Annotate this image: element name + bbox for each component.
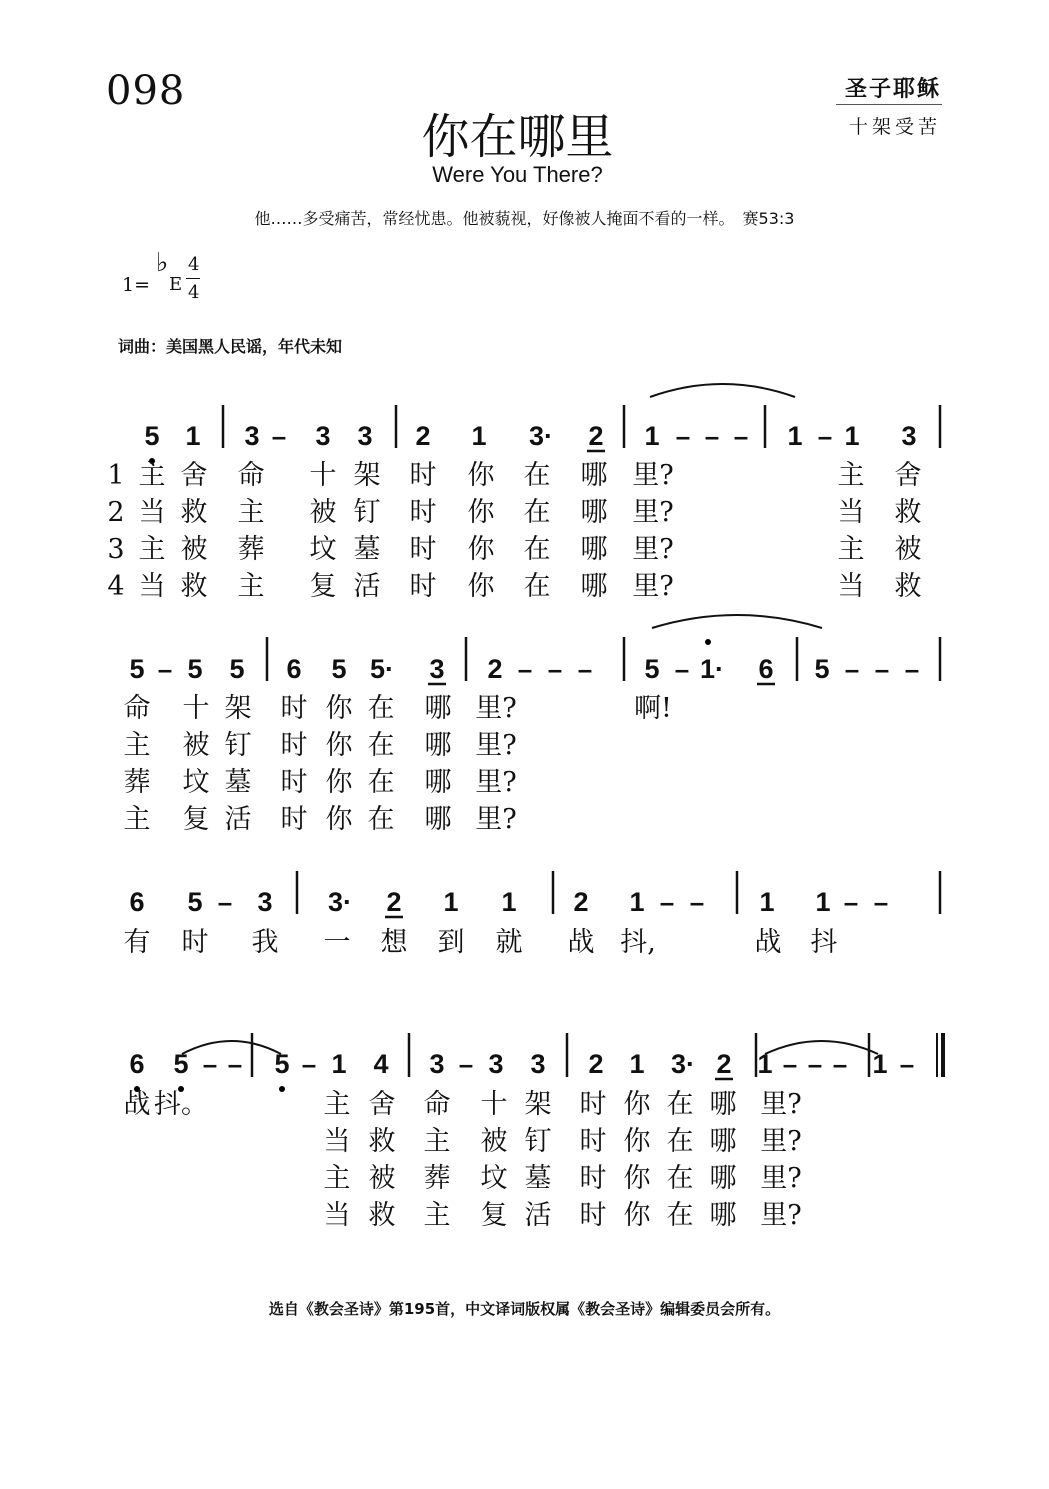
copyright-footer: 选自《教会圣诗》第195首，中文译词版权属《教会圣诗》编辑委员会所有。 <box>268 1300 781 1318</box>
lyric-syllable: 主 <box>237 497 265 528</box>
lyric-syllable: 葬 <box>123 767 151 798</box>
hymn-number: 098 <box>106 68 186 114</box>
lyric-syllable: 墓 <box>353 534 381 565</box>
time-signature-top: 4 <box>188 254 200 275</box>
lyric-syllable: 被 <box>182 730 210 761</box>
lyric-syllable: 有 <box>123 927 151 958</box>
note: 1 <box>629 887 645 917</box>
hymn-title: 你在哪里 <box>421 109 614 165</box>
category-main: 圣子耶稣 <box>844 76 941 102</box>
lyric-syllable: 复 <box>480 1200 508 1231</box>
note: 3 <box>488 1049 504 1079</box>
note-dash: – <box>899 1049 915 1079</box>
lyric-syllable: 坟 <box>480 1163 508 1194</box>
note: 2 <box>386 887 402 917</box>
note: 6 <box>758 654 774 684</box>
note: 1 <box>759 887 775 917</box>
lyric-syllable: 时 <box>579 1089 607 1120</box>
lyric-syllable: 活 <box>224 804 252 835</box>
lyric-syllable: 主 <box>323 1163 351 1194</box>
note-dash: – <box>904 654 920 684</box>
lyric-syllable: 主 <box>138 534 166 565</box>
note-dash: – <box>659 887 675 917</box>
lyric-syllable: 主 <box>323 1089 351 1120</box>
lyric-syllable: 里? <box>632 460 674 491</box>
lyric-syllable: 时 <box>280 730 308 761</box>
note: 5 <box>187 887 203 917</box>
note: 3 <box>530 1049 546 1079</box>
note: 4 <box>373 1049 389 1079</box>
lyric-syllable: 钉 <box>353 497 381 528</box>
verse-number: 4 <box>107 571 125 602</box>
lyric-syllable: 在 <box>367 767 395 798</box>
lyric-syllable: 战 <box>754 927 782 958</box>
lyric-syllable: 在 <box>523 460 551 491</box>
lyric-syllable: 哪 <box>580 497 608 528</box>
lyric-syllable: 哪 <box>580 460 608 491</box>
note-dash: – <box>674 654 690 684</box>
lower-octave-dot <box>279 1086 285 1092</box>
lyric-syllable: 时 <box>409 534 437 565</box>
lyric-syllable: 当 <box>323 1126 351 1157</box>
lyric-syllable: 到 <box>437 927 465 958</box>
lyric-syllable: 里? <box>475 804 517 835</box>
lyric-syllable: 哪 <box>709 1163 737 1194</box>
note: 1 <box>815 887 831 917</box>
note: 1 <box>331 1049 347 1079</box>
note: 3 <box>901 421 917 451</box>
lyric-syllable: 时 <box>409 497 437 528</box>
lyric-syllable: 当 <box>837 571 865 602</box>
note: 5 <box>814 654 830 684</box>
lyric-syllable: 里? <box>632 534 674 565</box>
lyric-syllable: 时 <box>181 927 209 958</box>
upper-octave-dot <box>705 639 711 645</box>
note: 1 <box>501 887 517 917</box>
lyric-syllable: 复 <box>182 804 210 835</box>
lyric-syllable: 抖。 <box>154 1089 208 1120</box>
note: 1 <box>629 1049 645 1079</box>
note-dash: – <box>843 887 859 917</box>
note-dash: – <box>577 654 593 684</box>
note: 5 <box>144 421 160 451</box>
lyric-syllable: 当 <box>323 1200 351 1231</box>
lyric-syllable: 你 <box>325 693 353 724</box>
lyric-syllable: 在 <box>523 571 551 602</box>
lyric-syllable: 你 <box>623 1163 651 1194</box>
note: 1 <box>443 887 459 917</box>
lyric-syllable: 时 <box>579 1163 607 1194</box>
lyric-syllable: 时 <box>579 1126 607 1157</box>
lyric-syllable: 时 <box>280 767 308 798</box>
lyric-syllable: 复 <box>309 571 337 602</box>
note-dash: – <box>873 887 889 917</box>
lyric-syllable: 主 <box>837 534 865 565</box>
lyric-syllable: 当 <box>138 571 166 602</box>
lyric-syllable: 你 <box>467 534 495 565</box>
note: 3 <box>357 421 373 451</box>
note: 1 <box>471 421 487 451</box>
note-dash: – <box>832 1049 848 1079</box>
note-dash: – <box>547 654 563 684</box>
note-dash: – <box>704 421 720 451</box>
note: 5 <box>173 1049 189 1079</box>
lyric-syllable: 舍 <box>894 460 922 491</box>
lyric-syllable: 命 <box>423 1089 451 1120</box>
verse-number: 1 <box>107 460 125 491</box>
lyric-syllable: 钉 <box>224 730 252 761</box>
lyric-syllable: 十 <box>480 1089 508 1120</box>
lyric-syllable: 里? <box>632 497 674 528</box>
verse-number: 2 <box>107 497 125 528</box>
lyric-syllable: 墓 <box>224 767 252 798</box>
lyric-syllable: 主 <box>423 1126 451 1157</box>
lyric-syllable: 救 <box>180 497 208 528</box>
lyric-syllable: 里? <box>760 1163 802 1194</box>
lyric-syllable: 一 <box>323 927 351 958</box>
note-dash: – <box>675 421 691 451</box>
lyric-syllable: 时 <box>579 1200 607 1231</box>
lyric-syllable: 被 <box>480 1126 508 1157</box>
lyric-syllable: 哪 <box>424 693 452 724</box>
lyric-syllable: 里? <box>632 571 674 602</box>
note-dash: – <box>217 887 233 917</box>
lyric-syllable: 钉 <box>524 1126 552 1157</box>
lyric-syllable: 救 <box>180 571 208 602</box>
note: 5 <box>129 654 145 684</box>
note: 3 <box>315 421 331 451</box>
lyric-syllable: 里? <box>475 730 517 761</box>
note-dash: – <box>817 421 833 451</box>
note-dash: – <box>157 654 173 684</box>
lyric-syllable: 舍 <box>368 1089 396 1120</box>
note-dash: – <box>271 421 287 451</box>
note: 1 <box>872 1049 888 1079</box>
note: 5 <box>331 654 347 684</box>
lyric-syllable: 你 <box>325 730 353 761</box>
note-dash: – <box>874 654 890 684</box>
note: 1 <box>185 421 201 451</box>
lyric-syllable: 主 <box>123 730 151 761</box>
lyric-syllable: 你 <box>467 497 495 528</box>
lyric-syllable: 葬 <box>423 1163 451 1194</box>
note: 6 <box>286 654 302 684</box>
lyric-syllable: 哪 <box>424 804 452 835</box>
note: 3· <box>327 887 353 917</box>
note: 5 <box>229 654 245 684</box>
lyric-syllable: 想 <box>380 927 408 958</box>
note-dash: – <box>844 654 860 684</box>
lyric-syllable: 主 <box>423 1200 451 1231</box>
note: 1 <box>644 421 660 451</box>
note: 6 <box>129 1049 145 1079</box>
lyric-syllable: 就 <box>495 927 523 958</box>
lyric-syllable: 被 <box>894 534 922 565</box>
lyric-syllable: 里? <box>475 693 517 724</box>
lyric-syllable: 在 <box>523 497 551 528</box>
lyric-syllable: 墓 <box>524 1163 552 1194</box>
note: 5 <box>644 654 660 684</box>
note: 3 <box>244 421 260 451</box>
lyric-syllable: 哪 <box>709 1126 737 1157</box>
lyric-syllable: 你 <box>623 1126 651 1157</box>
slur <box>652 615 822 628</box>
note: 3 <box>429 654 445 684</box>
note-dash: – <box>782 1049 798 1079</box>
lyric-syllable: 命 <box>123 693 151 724</box>
lyric-syllable: 里? <box>760 1200 802 1231</box>
note-dash: – <box>689 887 705 917</box>
lyric-syllable: 架 <box>524 1089 552 1120</box>
lyric-syllable: 哪 <box>709 1200 737 1231</box>
note: 5· <box>369 654 395 684</box>
lyric-syllable: 时 <box>409 571 437 602</box>
lyric-syllable: 被 <box>180 534 208 565</box>
note: 2 <box>415 421 431 451</box>
note: 1 <box>757 1049 773 1079</box>
lyric-syllable: 当 <box>138 497 166 528</box>
note: 1 <box>844 421 860 451</box>
lyric-syllable: 哪 <box>424 767 452 798</box>
note: 1· <box>699 654 725 684</box>
lyric-syllable: 战 <box>567 927 595 958</box>
lyric-syllable: 哪 <box>709 1089 737 1120</box>
note-dash: – <box>733 421 749 451</box>
note: 5 <box>187 654 203 684</box>
lyric-syllable: 救 <box>368 1126 396 1157</box>
note: 6 <box>129 887 145 917</box>
lyric-syllable: 救 <box>894 497 922 528</box>
lyric-syllable: 救 <box>894 571 922 602</box>
lyric-syllable: 哪 <box>580 534 608 565</box>
lyric-syllable: 里? <box>760 1089 802 1120</box>
note-dash: – <box>301 1049 317 1079</box>
lyric-syllable: 你 <box>467 571 495 602</box>
lyric-syllable: 里? <box>760 1126 802 1157</box>
lyric-syllable: 救 <box>368 1200 396 1231</box>
lyric-syllable: 抖 <box>810 927 838 958</box>
note: 3 <box>257 887 273 917</box>
lyric-syllable: 时 <box>409 460 437 491</box>
note: 3· <box>528 421 554 451</box>
lyric-syllable: 啊! <box>634 693 672 724</box>
note: 2 <box>487 654 503 684</box>
lyric-syllable: 被 <box>368 1163 396 1194</box>
lyric-syllable: 哪 <box>580 571 608 602</box>
lyric-syllable: 在 <box>367 730 395 761</box>
composer-credit: 词曲：美国黑人民谣，年代未知 <box>118 337 343 356</box>
note: 3 <box>429 1049 445 1079</box>
note: 2 <box>573 887 589 917</box>
lyric-syllable: 葬 <box>237 534 265 565</box>
lyric-syllable: 架 <box>224 693 252 724</box>
lyric-syllable: 你 <box>623 1200 651 1231</box>
flat-icon: ♭ <box>156 248 169 278</box>
lyric-syllable: 活 <box>353 571 381 602</box>
lyric-syllable: 主 <box>237 571 265 602</box>
lyric-syllable: 当 <box>837 497 865 528</box>
key-letter: E <box>169 274 183 295</box>
lyric-syllable: 时 <box>280 804 308 835</box>
lyric-syllable: 战 <box>123 1089 151 1120</box>
lyric-syllable: 哪 <box>424 730 452 761</box>
slur <box>650 384 795 397</box>
lyric-syllable: 命 <box>237 460 265 491</box>
lyric-syllable: 坟 <box>309 534 337 565</box>
lyric-syllable: 舍 <box>180 460 208 491</box>
lyric-syllable: 在 <box>666 1163 694 1194</box>
note-dash: – <box>807 1049 823 1079</box>
lyric-syllable: 架 <box>353 460 381 491</box>
lyric-syllable: 坟 <box>182 767 210 798</box>
note: 1 <box>787 421 803 451</box>
lyric-syllable: 里? <box>475 767 517 798</box>
lyric-syllable: 在 <box>666 1126 694 1157</box>
note-dash: – <box>458 1049 474 1079</box>
hymn-subtitle: Were You There? <box>432 162 603 187</box>
lyric-syllable: 十 <box>182 693 210 724</box>
lyric-syllable: 你 <box>467 460 495 491</box>
lyric-syllable: 在 <box>367 804 395 835</box>
lyric-syllable: 被 <box>309 497 337 528</box>
lyric-syllable: 主 <box>123 804 151 835</box>
note: 2 <box>716 1049 732 1079</box>
lyric-syllable: 在 <box>666 1200 694 1231</box>
key-prefix: 1= <box>122 274 151 296</box>
note: 5 <box>274 1049 290 1079</box>
lyric-syllable: 主 <box>837 460 865 491</box>
lyric-syllable: 主 <box>138 460 166 491</box>
lyric-syllable: 你 <box>325 767 353 798</box>
lyric-syllable: 我 <box>251 927 279 958</box>
lyric-syllable: 活 <box>524 1200 552 1231</box>
note-dash: – <box>227 1049 243 1079</box>
lyric-syllable: 十 <box>309 460 337 491</box>
scripture-quote: 他……多受痛苦，常经忧患。他被藐视，好像被人掩面不看的一样。 赛53:3 <box>254 209 795 228</box>
lyric-syllable: 你 <box>325 804 353 835</box>
lyric-syllable: 抖, <box>620 927 656 958</box>
lyric-syllable: 你 <box>623 1089 651 1120</box>
note: 2 <box>588 1049 604 1079</box>
note: 2 <box>588 421 604 451</box>
time-signature-bottom: 4 <box>188 282 200 303</box>
lyric-syllable: 在 <box>666 1089 694 1120</box>
note-dash: – <box>202 1049 218 1079</box>
note: 3· <box>670 1049 696 1079</box>
verse-number: 3 <box>107 534 125 565</box>
lyric-syllable: 在 <box>523 534 551 565</box>
category-sub: 十架受苦 <box>848 116 941 138</box>
note-dash: – <box>517 654 533 684</box>
lyric-syllable: 时 <box>280 693 308 724</box>
lyric-syllable: 在 <box>367 693 395 724</box>
